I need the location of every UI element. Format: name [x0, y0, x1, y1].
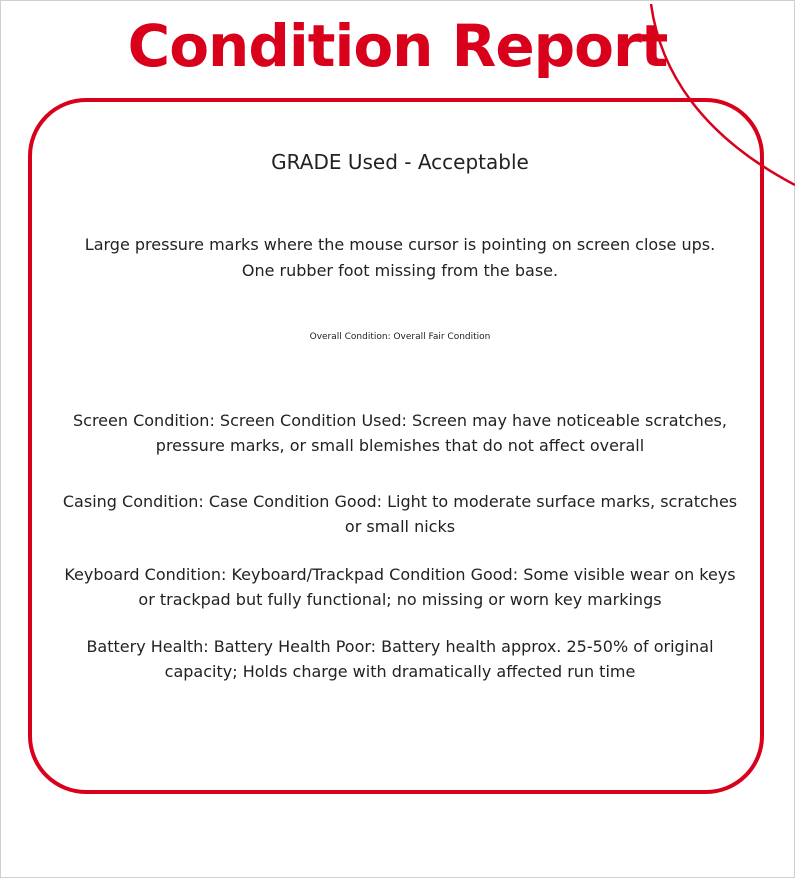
battery-health: Battery Health: Battery Health Poor: Battery health approx. 25-50% of original capacity; Holds charge with dramatically affected run time [86, 637, 714, 681]
keyboard-condition: Keyboard Condition: Keyboard/Trackpad Condition Good: Some visible wear on keys or trackpad but fully functional; no missing or worn key markings [64, 565, 736, 609]
condition-card [28, 98, 764, 794]
report-title: Condition Report [127, 12, 668, 80]
grade-label: GRADE Used - Acceptable [271, 150, 529, 174]
casing-condition: Casing Condition: Case Condition Good: Light to moderate surface marks, scratches or small nicks [62, 492, 738, 536]
overall-condition: Overall Condition: Overall Fair Condition [309, 332, 491, 342]
condition-description: Large pressure marks where the mouse cursor is pointing on screen close ups. One rubber foot missing from the base. [84, 235, 716, 280]
screen-condition: Screen Condition: Screen Condition Used: Screen may have noticeable scratches, pressure marks, or small blemishes that do not affect overall [73, 411, 727, 455]
